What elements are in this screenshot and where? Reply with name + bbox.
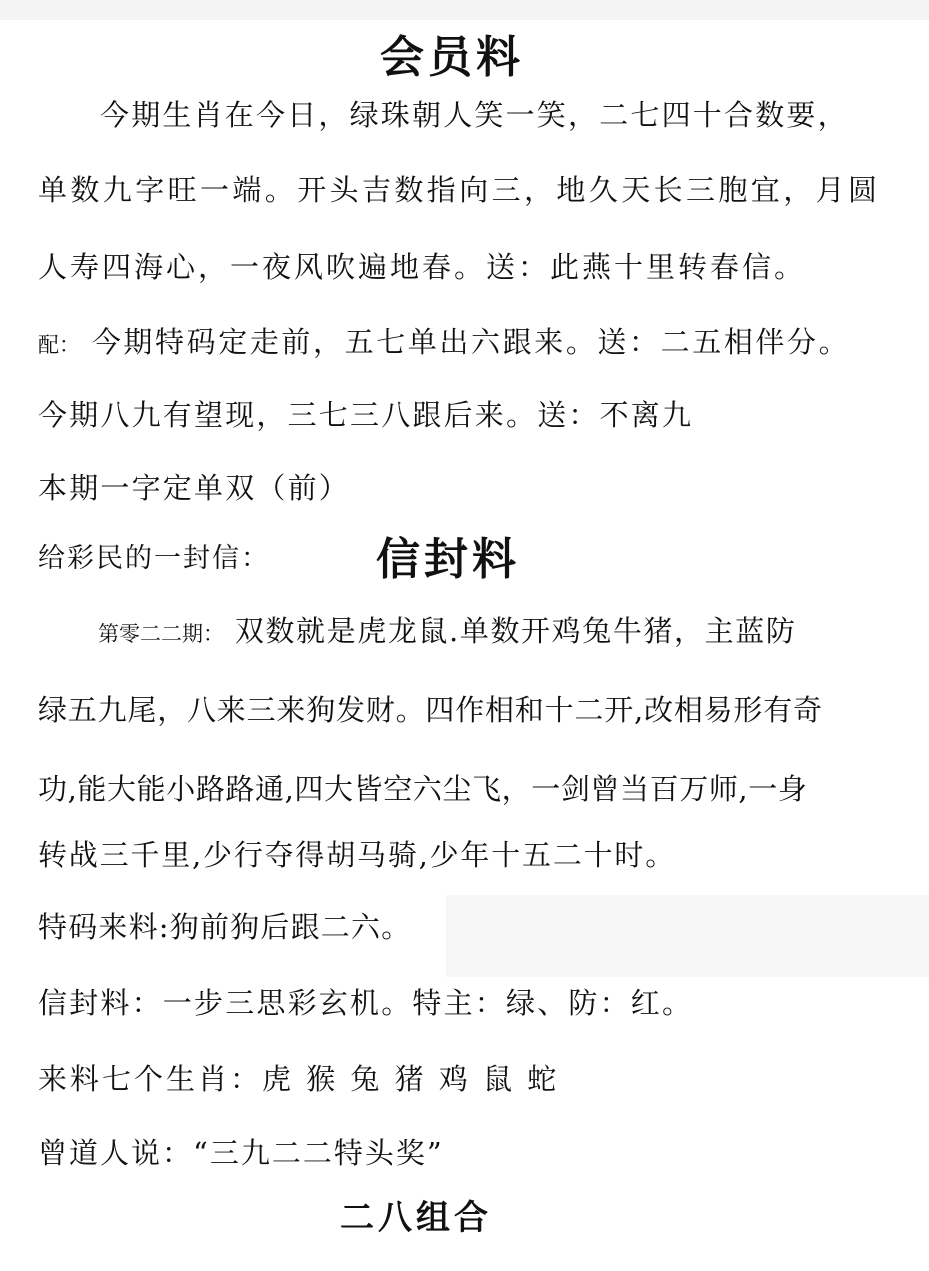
scan-gray-patch: [446, 895, 929, 977]
line-89: 今期八九有望现，三七三八跟后来。送：不离九: [38, 398, 694, 432]
tema-line: 特码来料:狗前狗后跟二六。: [38, 910, 412, 944]
scan-top-strip: [0, 0, 929, 20]
xinfeng-line: 信封料：一步三思彩玄机。特主：绿、防：红。: [38, 986, 694, 1020]
line-danshuang: 本期一字定单双（前）: [38, 471, 351, 505]
zeng-line: 曾道人说：“三九二二特头奖”: [38, 1136, 444, 1170]
pei-line: [38, 325, 850, 362]
period-text: 双数就是虎龙鼠.单数开鸡兔牛猪，主蓝防: [234, 614, 797, 648]
pei-label: 配：: [38, 333, 80, 357]
pei-text: 今期特码定走前，五七单出六跟来。送：二五相伴分。: [91, 325, 851, 359]
para1-line1: 今期生肖在今日，绿珠朝人笑一笑，二七四十合数要，: [100, 98, 849, 132]
para1-line3: 人寿四海心，一夜风吹遍地春。送：此燕十里转春信。: [38, 250, 807, 284]
para1-line2: 单数九字旺一端。开头吉数指向三，地久天长三胞宜，月圆: [38, 173, 881, 207]
para2-line3: 功,能大能小路路通,四大皆空六尘飞，一剑曾当百万师,一身: [38, 772, 808, 806]
title-combo: 二八组合: [340, 1198, 492, 1238]
zodiac-line: 来料七个生肖：虎 猴 兔 猪 鸡 鼠 蛇: [38, 1062, 560, 1096]
para2-line2: 绿五九尾，八来三来狗发财。四作相和十二开,改相易形有奇: [38, 693, 823, 727]
letter-label: 给彩民的一封信：: [38, 543, 270, 574]
title-members: 会员料: [380, 32, 524, 83]
title-envelope: 信封料: [376, 534, 520, 585]
para2-line1: [98, 614, 796, 651]
para2-line4: 转战三千里,少行夺得胡马骑,少年十五二十时。: [38, 838, 677, 872]
period-label: 第零二二期：: [98, 622, 224, 646]
